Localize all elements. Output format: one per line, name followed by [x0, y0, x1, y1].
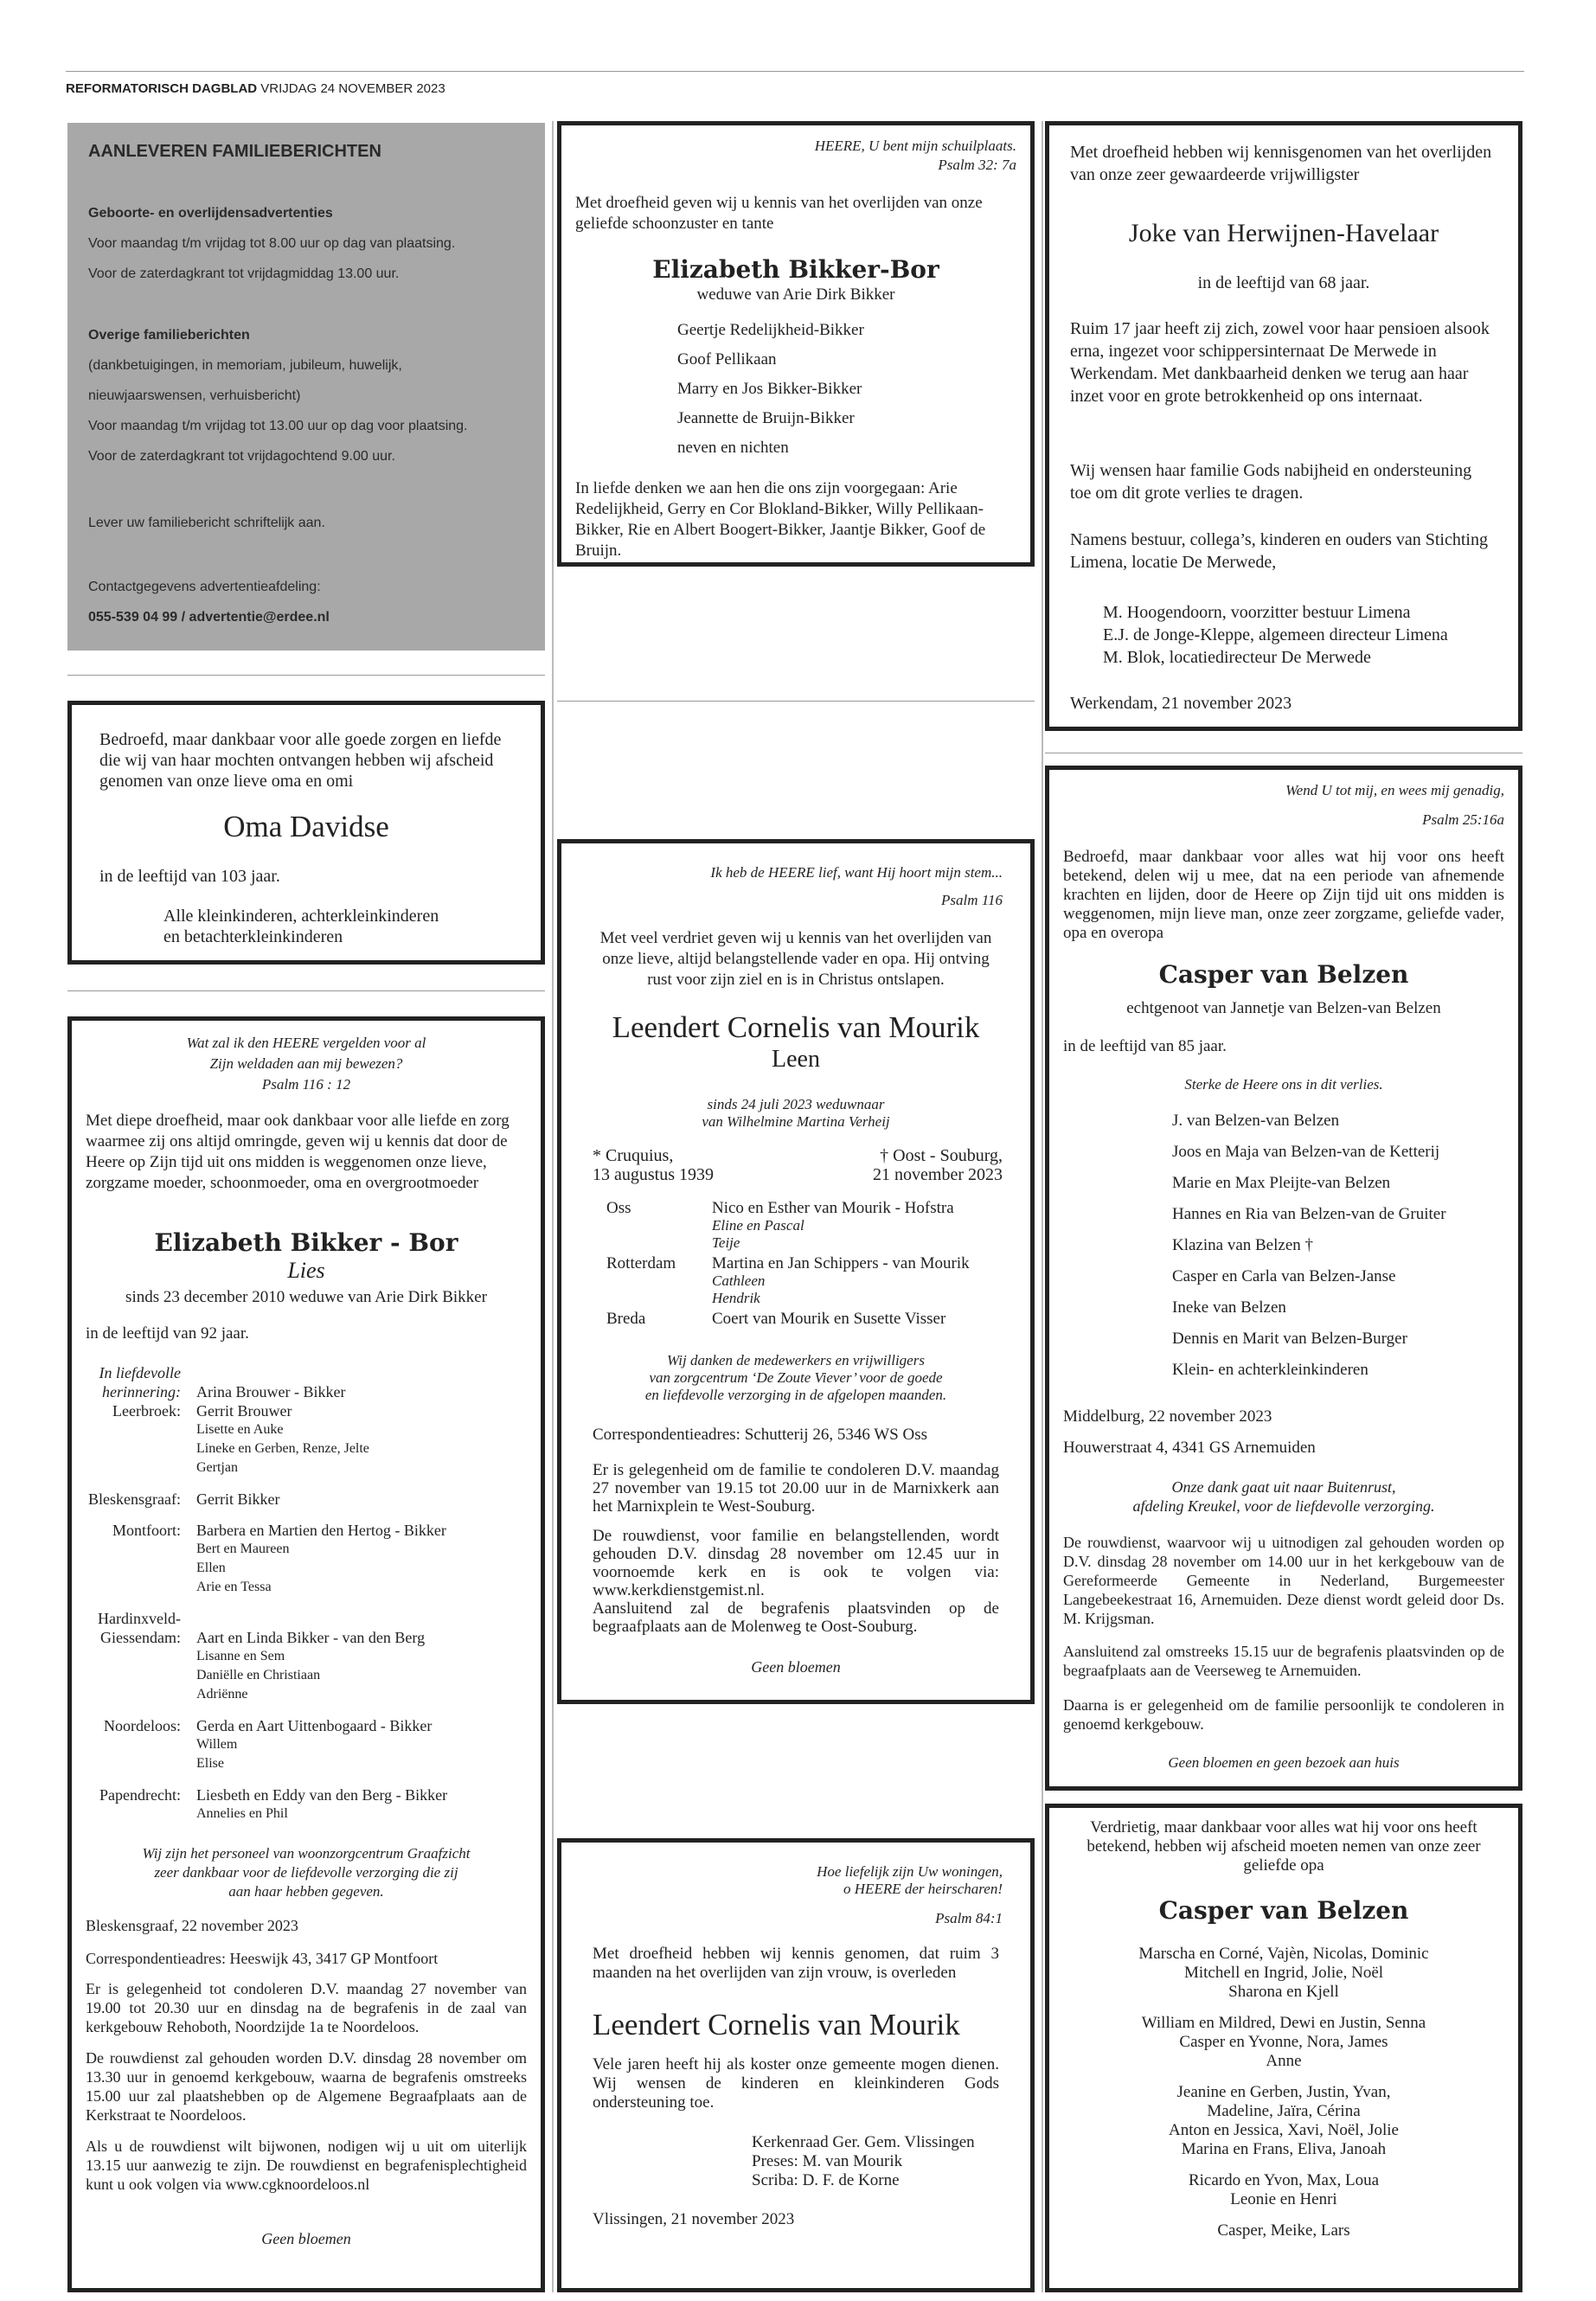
family-name: Gerrit Bikker — [196, 1490, 280, 1508]
belzen1-thanks-1: Onze dank gaat uit naar Buitenrust, — [1171, 1478, 1396, 1496]
grandchild-line: Madeline, Jaïra, Cérina — [1207, 2102, 1361, 2120]
family-sub: Lisette en Auke — [196, 1422, 284, 1437]
mourik1-verse-ref: Psalm 116 — [941, 892, 1003, 908]
mourik1-since-2: van Wilhelmine Martina Verheij — [702, 1113, 890, 1130]
davidse-name: Oma Davidse — [223, 810, 389, 843]
bikker2-nickname: Lies — [287, 1258, 325, 1283]
info-line-1: Voor maandag t/m vrijdag tot 8.00 uur op dag van plaatsing. — [88, 236, 456, 251]
bikker2-family-list — [86, 1363, 527, 1823]
grandchild-line: Jeanine en Gerben, Justin, Yvan, — [1176, 2083, 1391, 2101]
mourik1-service: De rouwdienst, voor familie en belangstellenden, wordt gehouden D.V. dinsdag 28 november om 12.45 uur in voornoemde kerk en is ook te volgen via: www.kerkdienstgemist.nl. — [593, 1527, 999, 1599]
belzen1-condolence: Daarna is er gelegenheid om de familie persoonlijk te condoleren in genoemd kerkgebouw. — [1063, 1696, 1504, 1733]
family-place: Leerbroek: — [112, 1402, 181, 1420]
mourik1-family-list — [606, 1200, 970, 1328]
family-sub: Gertjan — [196, 1460, 238, 1475]
family-sub: Eline en Pascal — [712, 1217, 804, 1234]
davidse-sign-2: en betachterkleinkinderen — [163, 927, 343, 946]
family-place: Hardinxveld- — [98, 1610, 181, 1627]
family-sub: Lisanne en Sem — [196, 1649, 285, 1663]
grandchild-line: Sharona en Kjell — [1228, 1983, 1339, 2001]
grandchild-line: Marscha en Corné, Vajèn, Nicolas, Dominic — [1138, 1945, 1429, 1963]
family-place: Oss — [606, 1199, 631, 1217]
family-name: J. van Belzen-van Belzen — [1172, 1112, 1340, 1130]
grandchild-line: Mitchell en Ingrid, Jolie, Noël — [1183, 1964, 1384, 1982]
grandchild-line: William en Mildred, Dewi en Justin, Senna — [1141, 2014, 1426, 2032]
column-rule-left — [552, 121, 554, 2292]
mourik1-born-2: 13 augustus 1939 — [593, 1165, 714, 1184]
joke-wish: Wij wensen haar familie Gods nabijheid en ondersteuning toe om dit grote verlies te dragen. — [1070, 461, 1472, 503]
belzen1-age: in de leeftijd van 85 jaar. — [1063, 1037, 1227, 1055]
bikker1-intro: Met droefheid geven wij u kennis van het overlijden van onze geliefde schoonzuster en tante — [575, 194, 983, 233]
ad-van-mourik-family — [557, 839, 1035, 1704]
family-sub: Hendrik — [712, 1290, 760, 1306]
mourik2-place: Vlissingen, 21 november 2023 — [593, 2210, 795, 2228]
mourik2-body: Vele jaren heeft hij als koster onze gemeente mogen dienen. Wij wensen de kinderen en kleinkinderen Gods ondersteuning toe. — [593, 2055, 999, 2112]
family-name: Joos en Maja van Belzen-van de Ketterij — [1172, 1143, 1440, 1161]
bikker2-thanks-2: zeer dankbaar voor de liefdevolle verzorging die zij — [154, 1864, 458, 1881]
mourik2-sign-1: Kerkenraad Ger. Gem. Vlissingen — [752, 2133, 975, 2151]
family-sub: Elise — [196, 1756, 224, 1771]
mourik2-verse-2: o HEERE der heirscharen! — [843, 1881, 1003, 1897]
grandchild-line: Leonie en Henri — [1230, 2190, 1337, 2208]
bikker2-thanks-3: aan haar hebben gegeven. — [228, 1883, 384, 1900]
family-sub: Ellen — [196, 1561, 226, 1575]
bikker2-verse-1: Wat zal ik den HEERE vergelden voor al — [186, 1035, 426, 1051]
mourik1-nickname: Leen — [772, 1046, 820, 1073]
family-place: Noordeloos: — [104, 1717, 181, 1734]
grandchild-line: Anton en Jessica, Xavi, Noël, Jolie — [1169, 2121, 1399, 2139]
bikker2-intro: Met diepe droefheid, maar ook dankbaar voor alle liefde en zorg waarmee zij ons altijd omringde, geven wij u kennis dat door de Heere op Zijn tijd uit ons midden is weggenomen onze lieve, zorgzame moeder, schoonmoeder, oma en overgrootmoeder — [86, 1112, 510, 1192]
belzen1-subtitle: echtgenoot van Jannetje van Belzen-van Belzen — [1126, 999, 1441, 1017]
family-place: Breda — [606, 1310, 646, 1328]
family-place: Giessendam: — [100, 1629, 181, 1646]
bikker2-since: sinds 23 december 2010 weduwe van Arie Dirk Bikker — [125, 1288, 487, 1306]
belzen1-intro: Bedroefd, maar dankbaar voor alles wat hij voor ons heeft betekend, delen wij u mee, dat na een periode van afnemende krachten en lijden, door de Heere op Zijn tijd uit ons midden is weggenomen, mijn lieve man, onze zeer zorgzame, geliefde vader, opa en overopa — [1063, 848, 1504, 942]
info-line-6: Voor de zaterdagkrant tot vrijdagochtend 9.00 uur. — [88, 449, 395, 464]
family-place: Papendrecht: — [99, 1786, 181, 1804]
belzen1-motto: Sterke de Heere ons in dit verlies. — [1184, 1076, 1383, 1093]
family-place: Rotterdam — [606, 1254, 676, 1272]
bikker2-service: De rouwdienst zal gehouden worden D.V. dinsdag 28 november om 13.30 uur in genoemd kerkgebouw, waarna de begrafenis omstreeks 15.00 uur zal plaatshebben op de Algemene Begraafplaats aan de Kerkstraat te Noordeloos. — [86, 2049, 527, 2124]
belzen1-closing: Geen bloemen en geen bezoek aan huis — [1168, 1754, 1400, 1771]
family-name: Marry en Jos Bikker-Bikker — [677, 380, 862, 398]
davidse-intro: Bedroefd, maar dankbaar voor alle goede zorgen en liefde die wij van haar mochten ontvangen hebben wij afscheid genomen van onze lieve oma en omi — [99, 730, 502, 791]
family-sub: Arie en Tessa — [196, 1580, 272, 1594]
mourik1-verse: Ik heb de HEERE lief, want Hij hoort mijn stem... — [710, 864, 1003, 881]
belzen1-thanks-2: afdeling Kreukel, voor de liefdevolle verzorging. — [1132, 1497, 1435, 1515]
joke-sign-1: M. Hoogendoorn, voorzitter bestuur Limena — [1103, 603, 1411, 622]
bikker2-correspondence: Correspondentieadres: Heeswijk 43, 3417 GP Montfoort — [86, 1950, 439, 1967]
family-name: Coert van Mourik en Susette Visser — [712, 1310, 946, 1328]
info-contact: 055-539 04 99 / advertentie@erdee.nl — [88, 610, 330, 625]
family-name: Gerda en Aart Uittenbogaard - Bikker — [196, 1717, 433, 1734]
info-line-3: (dankbetuigingen, in memoriam, jubileum, huwelijk, — [88, 358, 402, 373]
family-place: Bleskensgraaf: — [88, 1490, 181, 1508]
mourik1-thanks-3: en liefdevolle verzorging in de afgelopen maanden. — [644, 1387, 947, 1403]
mourik1-thanks-2: van zorgcentrum ‘De Zoute Viever’ voor de goede — [649, 1369, 943, 1386]
bikker2-verse-ref: Psalm 116 : 12 — [261, 1076, 351, 1093]
joke-name: Joke van Herwijnen-Havelaar — [1128, 219, 1439, 247]
joke-tribute: Ruim 17 jaar heeft zij zich, zowel voor haar pensioen alsook erna, ingezet voor schippersinternaat De Merwede in Werkendam. Met dankbaarheid denken we terug aan haar inzet voor en grote betrokkenheid op ons internaat. — [1070, 319, 1490, 406]
belzen1-name: Casper van Belzen — [1158, 960, 1409, 989]
family-name: Aart en Linda Bikker - van den Berg — [196, 1629, 426, 1646]
header-date: VRIJDAG 24 NOVEMBER 2023 — [260, 81, 445, 96]
info-line-2: Voor de zaterdagkrant tot vrijdagmiddag 13.00 uur. — [88, 266, 400, 281]
belzen1-service: De rouwdienst, waarvoor wij u uitnodigen zal gehouden worden op D.V. dinsdag 28 november om 14.00 uur in het kerkgebouw van de Gereformeerde Gemeente in Nederland, Burgemeester Langebeekestraat 16, Arnemuiden. Deze dienst wordt geleid door Ds. M. Krijgsman. — [1063, 1534, 1504, 1627]
family-label: In liefdevolle herinnering: — [99, 1364, 181, 1400]
mourik1-since-1: sinds 24 juli 2023 weduwnaar — [707, 1096, 885, 1112]
bikker1-subtitle: weduwe van Arie Dirk Bikker — [696, 285, 895, 304]
grandchild-line: Marina en Frans, Eliva, Janoah — [1181, 2140, 1387, 2158]
bikker2-livestream: Als u de rouwdienst wilt bijwonen, nodigen wij u uit om uiterlijk 13.15 uur aanwezig te zijn. De rouwdienst en begrafenisplechtigheid kunt u ook volgen via www.cgknoordeloos.nl — [86, 2138, 527, 2193]
belzen1-verse: Wend U tot mij, en wees mij genadig, — [1285, 782, 1504, 798]
family-place: Montfoort: — [112, 1522, 181, 1539]
bikker1-name: Elizabeth Bikker-Bor — [652, 255, 939, 284]
mourik1-correspondence: Correspondentieadres: Schutterij 26, 5346 WS Oss — [593, 1426, 927, 1444]
mourik2-sign-3: Scriba: D. F. de Korne — [752, 2171, 900, 2189]
bikker2-place: Bleskensgraaf, 22 november 2023 — [86, 1917, 298, 1934]
family-name: Liesbeth en Eddy van den Berg - Bikker — [196, 1786, 448, 1804]
separator-1 — [67, 675, 545, 676]
family-name: Marie en Max Pleijte-van Belzen — [1172, 1174, 1391, 1192]
paper-name: REFORMATORISCH DAGBLAD — [66, 81, 258, 96]
belzen1-address: Houwerstraat 4, 4341 GS Arnemuiden — [1063, 1439, 1316, 1457]
family-sub: Annelies en Phil — [196, 1806, 288, 1821]
family-name: Jeannette de Bruijn-Bikker — [677, 409, 855, 427]
family-name: Goof Pellikaan — [677, 350, 777, 369]
davidse-sign-1: Alle kleinkinderen, achterkleinkinderen — [163, 907, 439, 926]
family-name: Dennis en Marit van Belzen-Burger — [1172, 1330, 1407, 1348]
ad-elizabeth-bikker-bor — [557, 121, 1035, 567]
mourik2-sign-2: Preses: M. van Mourik — [752, 2152, 903, 2170]
mourik1-died-1: † Oost - Souburg, — [880, 1146, 1003, 1165]
family-sub: Willem — [196, 1737, 238, 1752]
family-name: neven en nichten — [677, 439, 789, 457]
bikker2-age: in de leeftijd van 92 jaar. — [86, 1324, 249, 1343]
joke-age: in de leeftijd van 68 jaar. — [1197, 273, 1370, 292]
family-sub: Daniëlle en Christiaan — [196, 1668, 321, 1682]
ad-oma-davidse — [67, 701, 545, 965]
mourik1-condolence: Er is gelegenheid om de familie te condoleren D.V. maandag 27 november van 19.15 tot 20.00 uur in de Marnixkerk aan het Marnixplein te West-Souburg. — [593, 1461, 999, 1516]
grandchild-line: Casper en Yvonne, Nora, James — [1179, 2033, 1388, 2051]
belzen1-names — [1172, 1106, 1446, 1386]
ad-joke-van-herwijnen — [1045, 121, 1522, 731]
family-name: Hannes en Ria van Belzen-van de Gruiter — [1172, 1205, 1446, 1223]
joke-intro: Met droefheid hebben wij kennisgenomen van het overlijden van onze zeer gewaardeerde vrijwilligster — [1070, 143, 1492, 184]
family-name: Klazina van Belzen † — [1172, 1236, 1314, 1254]
belzen1-verse-ref: Psalm 25:16a — [1422, 811, 1504, 828]
bikker1-names — [677, 316, 864, 463]
family-sub: Teije — [712, 1234, 740, 1251]
family-name: Klein- en achterkleinkinderen — [1172, 1361, 1368, 1379]
info-line-8: Contactgegevens advertentieafdeling: — [88, 580, 321, 594]
mourik1-born-1: * Cruquius, — [593, 1146, 674, 1165]
family-name: Barbera en Martien den Hertog - Bikker — [196, 1522, 446, 1539]
family-name: Casper en Carla van Belzen-Janse — [1172, 1267, 1396, 1285]
bikker1-verse-ref: Psalm 32: 7a — [938, 157, 1016, 173]
davidse-age: in de leeftijd van 103 jaar. — [99, 867, 280, 886]
mourik1-died-2: 21 november 2023 — [873, 1165, 1003, 1184]
mourik1-closing: Geen bloemen — [751, 1658, 841, 1676]
family-sub: Bert en Maureen — [196, 1541, 290, 1556]
family-name: Nico en Esther van Mourik - Hofstra — [712, 1199, 954, 1217]
ad-van-mourik-church — [557, 1838, 1035, 2292]
joke-on-behalf: Namens bestuur, collega’s, kinderen en ouders van Stichting Limena, locatie De Merwede, — [1070, 530, 1488, 572]
mourik2-intro: Met droefheid hebben wij kennis genomen, dat ruim 3 maanden na het overlijden van zijn vrouw, is overleden — [593, 1945, 999, 1982]
separator-3 — [557, 701, 1035, 702]
mourik2-verse-ref: Psalm 84:1 — [935, 1910, 1003, 1926]
mourik2-name: Leendert Cornelis van Mourik — [593, 2008, 960, 2041]
mourik1-thanks-1: Wij danken de medewerkers en vrijwilligers — [667, 1352, 925, 1368]
separator-2 — [67, 990, 545, 991]
family-sub: Adriënne — [196, 1687, 248, 1702]
info-line-4: nieuwjaarswensen, verhuisbericht) — [88, 388, 301, 403]
bikker2-verse-2: Zijn weldaden aan mij bewezen? — [209, 1055, 403, 1072]
family-sub: Lineke en Gerben, Renze, Jelte — [196, 1441, 369, 1456]
family-name: Arina Brouwer - Bikker — [196, 1383, 346, 1400]
mourik1-intro: Met veel verdriet geven wij u kennis van het overlijden van onze lieve, altijd belangstellende vader en opa. Hij ontving rust voor zijn ziel en is in Christus ontslapen. — [599, 929, 992, 989]
bikker2-name: Elizabeth Bikker - Bor — [154, 1228, 458, 1257]
grandchild-line: Casper, Meike, Lars — [1217, 2221, 1350, 2240]
family-name: Geertje Redelijkheid-Bikker — [677, 321, 864, 339]
mourik1-burial: Aansluitend zal de begrafenis plaatsvinden op de begraafplaats aan de Molenweg te Oost-Souburg. — [593, 1599, 999, 1636]
belzen2-grandchildren — [1049, 1945, 1518, 2240]
belzen2-name: Casper van Belzen — [1158, 1896, 1409, 1925]
column-rule-right — [1042, 121, 1043, 2292]
grandchild-line: Ricardo en Yvon, Max, Loua — [1188, 2171, 1380, 2189]
info-heading-2: Overige familieberichten — [88, 328, 250, 343]
info-title: AANLEVEREN FAMILIEBERICHTEN — [88, 142, 381, 161]
bikker1-memory: In liefde denken we aan hen die ons zijn voorgegaan: Arie Redelijkheid, Gerry en Cor Blokland-Bikker, Willy Pellikaan-Bikker, Rie en Albert Boogert-Bikker, Jaantje Bikker, Goof de Bruijn. — [575, 479, 986, 560]
family-name: Gerrit Brouwer — [196, 1402, 292, 1420]
ad-casper-van-belzen-family — [1045, 766, 1522, 1791]
bikker2-condolence: Er is gelegenheid tot condoleren D.V. maandag 27 november van 19.00 tot 20.30 uur en dinsdag na de begrafenis in de zaal van kerkgebouw Rehoboth, Noordzijde 1a te Noordeloos. — [86, 1980, 527, 2035]
joke-place: Werkendam, 21 november 2023 — [1070, 694, 1292, 713]
page-header — [66, 81, 445, 96]
grandchild-line: Anne — [1266, 2052, 1302, 2070]
bikker1-verse: HEERE, U bent mijn schuilplaats. — [814, 138, 1016, 154]
info-line-5: Voor maandag t/m vrijdag tot 13.00 uur op dag voor plaatsing. — [88, 419, 468, 433]
mourik1-name: Leendert Cornelis van Mourik — [612, 1010, 980, 1044]
joke-sign-2: E.J. de Jonge-Kleppe, algemeen directeur Limena — [1103, 625, 1448, 644]
mourik2-verse-1: Hoe liefelijk zijn Uw woningen, — [817, 1863, 1003, 1880]
belzen1-place: Middelburg, 22 november 2023 — [1063, 1407, 1272, 1426]
ad-casper-van-belzen-grandchildren — [1045, 1804, 1522, 2292]
bikker2-closing: Geen bloemen — [261, 2230, 351, 2247]
bikker2-thanks-1: Wij zijn het personeel van woonzorgcentrum Graafzicht — [142, 1845, 471, 1862]
family-sub: Cathleen — [712, 1272, 766, 1289]
belzen2-intro: Verdrietig, maar dankbaar voor alles wat hij voor ons heeft betekend, hebben wij afscheid moeten nemen van onze zeer geliefde opa — [1086, 1818, 1481, 1875]
family-name: Ineke van Belzen — [1172, 1298, 1286, 1317]
ad-elizabeth-bikker-bor-family — [67, 1016, 545, 2292]
info-box — [67, 123, 545, 651]
top-rule — [66, 71, 1524, 72]
info-heading-1: Geboorte- en overlijdensadvertenties — [88, 206, 333, 221]
belzen1-burial: Aansluitend zal omstreeks 15.15 uur de begrafenis plaatsvinden op de begraafplaats aan de Veerseweg te Arnemuiden. — [1063, 1643, 1504, 1679]
family-name: Martina en Jan Schippers - van Mourik — [712, 1254, 970, 1272]
joke-sign-3: M. Blok, locatiedirecteur De Merwede — [1103, 648, 1371, 667]
info-line-7: Lever uw familiebericht schriftelijk aan. — [88, 516, 325, 530]
